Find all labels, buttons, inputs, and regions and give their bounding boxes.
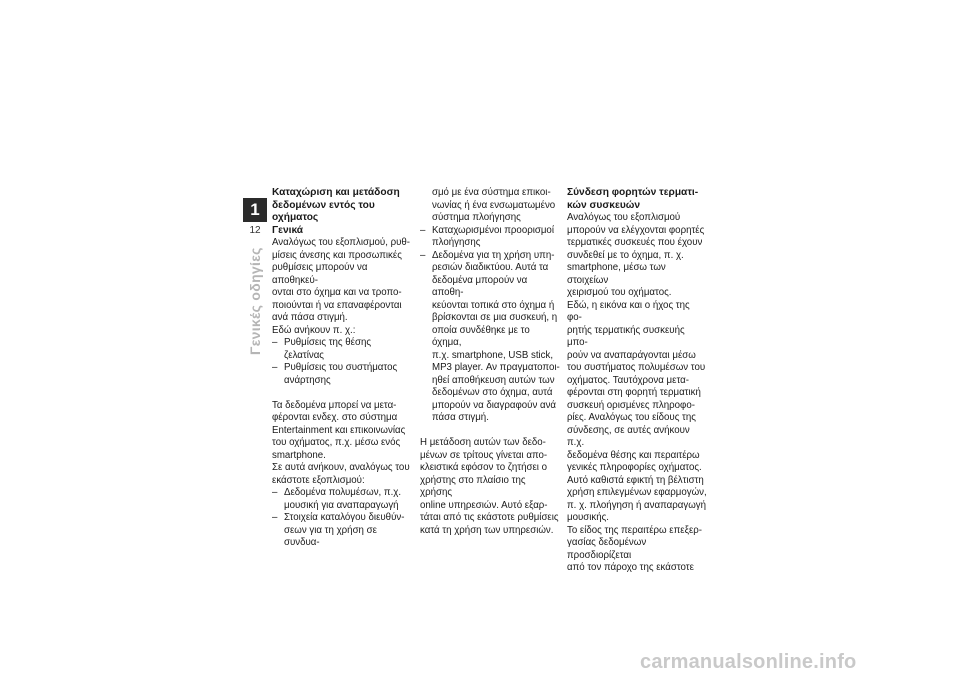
text-line: ρητής τερματικής συσκευής μπο- [567, 324, 685, 348]
text-line: Το είδος της περαιτέρω επεξερ- [567, 524, 703, 536]
text-line: νωνίας ή ένα ενσωματωμένο [432, 199, 556, 211]
text-line: μένων σε τρίτους γίνεται απο- [420, 449, 548, 461]
text-line: μουσικής. [567, 512, 609, 523]
text-line: συνδεθεί με το όχημα, π. χ. [567, 249, 684, 261]
text-line: Καταχώριση και μετάδοση [272, 187, 400, 198]
text-line: τερματικές συσκευές που έχουν [567, 237, 703, 248]
text-line: δεδομένα θέσης και περαιτέρω [567, 449, 700, 461]
page-number: 12 [249, 225, 261, 236]
text-line: Η μετάδοση αυτών των δεδο- [420, 437, 546, 448]
text-line: ονται στο όχημα και να τροπο- [272, 287, 402, 298]
text-line: σύστημα πλοήγησης [432, 212, 521, 223]
text-line: δεδομένα μπορούν να αποθη- [432, 274, 528, 298]
text-line: γασίας δεδομένων προσδιορίζεται [567, 537, 647, 561]
text-line: Ρυθμίσεις του συστήματος [284, 362, 398, 373]
text-line: ανά πάσα στιγμή. [272, 312, 348, 323]
text-line: ρούν να αναπαράγονται μέσω [567, 349, 696, 361]
text-line: οποία συνδέθηκε με το όχημα, [432, 324, 530, 348]
section-heading [567, 187, 707, 212]
text-line: ρυθμίσεις μπορούν να αποθηκεύ- [272, 262, 368, 286]
text-line: οχήματος [272, 212, 319, 223]
bullet-item [272, 512, 412, 550]
text-line: βρίσκονται σε μια συσκευή, η [432, 312, 558, 323]
text-line: πλοήγησης [432, 237, 481, 248]
text-line: smartphone, μέσω των στοιχείων [567, 262, 666, 286]
text-line: χειρισμού του οχήματος. [567, 287, 672, 298]
text-line: ρεσιών διαδικτύου. Αυτά τα [432, 262, 549, 273]
text-line: από τον πάροχο της εκάστοτε [567, 562, 694, 573]
bullet-item [272, 337, 412, 362]
text-line: MP3 player. Αν πραγματοποι- [432, 362, 560, 373]
paragraph [567, 212, 707, 575]
text-line: smartphone. [272, 449, 326, 461]
text-line: Σύνδεση φορητών τερματι- [567, 187, 699, 198]
text-column-1 [272, 187, 412, 550]
text-line: μπορούν να διαγραφούν ανά [432, 399, 557, 411]
text-column-3 [567, 187, 707, 575]
text-line: πάσα στιγμή. [432, 412, 489, 423]
text-line: Τα δεδομένα μπορεί να μετα- [272, 399, 397, 411]
chapter-number-box: 1 [243, 198, 267, 222]
subsection-heading: Γενικά [272, 224, 304, 236]
text-line: χρήστης στο πλαίσιο της χρήσης [420, 474, 526, 498]
watermark-text: carmanualsonline.info [640, 651, 857, 673]
paragraph-continued [420, 187, 560, 225]
text-line: συσκευή ορισμένες πληροφο- [567, 399, 695, 411]
text-line: Δεδομένα πολυμέσων, π.χ. [284, 487, 402, 498]
text-line: Στοιχεία καταλόγου διευθύν- [284, 512, 405, 523]
text-line: εκάστοτε εξοπλισμού: [272, 474, 365, 486]
text-line: κατά τη χρήση των υπηρεσιών. [420, 524, 554, 536]
text-line: ανάρτησης [284, 374, 331, 386]
text-line: π.χ. smartphone, USB stick, [432, 349, 554, 361]
paragraph [272, 400, 412, 488]
text-line: Καταχωρισμένοι προορισμοί [432, 224, 554, 236]
text-line: Αναλόγως του εξοπλισμού, ρυθ- [272, 237, 411, 248]
text-line: κών συσκευών [567, 199, 641, 211]
text-line: Entertainment και επικοινωνίας [272, 424, 406, 436]
text-line: σύνδεσης, σε αυτές ανήκουν π.χ. [567, 424, 690, 448]
text-line: μίσεις άνεσης και προσωπικές [272, 249, 402, 261]
bullet-item [420, 250, 560, 425]
text-line: Εδώ, η εικόνα και ο ήχος της φο- [567, 299, 690, 323]
text-line: δεδομένων στο όχημα, αυτά [432, 387, 553, 398]
text-column-2 [420, 187, 560, 537]
text-line: σεων για τη χρήση σε συνδυα- [284, 524, 377, 548]
text-line: ρίες. Αναλόγως του είδους της [567, 412, 696, 423]
text-line: γενικές πληροφορίες οχήματος. [567, 462, 702, 473]
text-line: οχήματος. Ταυτόχρονα μετα- [567, 374, 689, 386]
text-line: του οχήματος, π.χ. μέσω ενός [272, 437, 401, 448]
text-line: τάται από τις εκάστοτε ρυθμίσεις [420, 512, 559, 523]
text-line: ηθεί αποθήκευση αυτών των [432, 374, 555, 386]
text-line: μουσική για αναπαραγωγή [284, 499, 399, 511]
text-line: Δεδομένα για τη χρήση υπη- [432, 249, 555, 261]
text-line: Εδώ ανήκουν π. χ.: [272, 324, 356, 336]
bullet-item [272, 362, 412, 387]
text-line: χρήση επιλεγμένων εφαρμογών, [567, 487, 707, 498]
text-line: Αυτό καθιστά εφικτή τη βέλτιστη [567, 474, 704, 486]
text-line: σμό με ένα σύστημα επικοι- [432, 187, 551, 198]
chapter-side-title: Γενικές οδηγίες [247, 247, 263, 355]
bullet-item [272, 487, 412, 512]
text-line: μπορούν να ελέγχονται φορητές [567, 224, 705, 236]
text-line: Ρυθμίσεις της θέσης ζελατίνας [284, 337, 372, 361]
section-heading [272, 187, 412, 225]
text-line: δεδομένων εντός του [272, 199, 375, 211]
text-line: π. χ. πλοήγηση ή αναπαραγωγή [567, 499, 707, 511]
text-line: ποιούνται ή να επαναφέρονται [272, 299, 402, 311]
text-line: κλειστικά εφόσον το ζητήσει ο [420, 462, 548, 473]
text-line: φέρονται ενδεχ. στο σύστημα [272, 412, 398, 423]
text-line: online υπηρεσιών. Αυτό εξαρ- [420, 499, 548, 511]
text-line: του συστήματος πολυμέσων του [567, 362, 706, 373]
bullet-item [420, 225, 560, 250]
paragraph [420, 437, 560, 537]
text-line: φέρονται στη φορητή τερματική [567, 387, 701, 398]
text-line: Σε αυτά ανήκουν, αναλόγως του [272, 462, 410, 473]
text-line: Αναλόγως του εξοπλισμού [567, 212, 681, 223]
paragraph [272, 237, 412, 337]
text-line: κεύονται τοπικά στο όχημα ή [432, 299, 555, 311]
